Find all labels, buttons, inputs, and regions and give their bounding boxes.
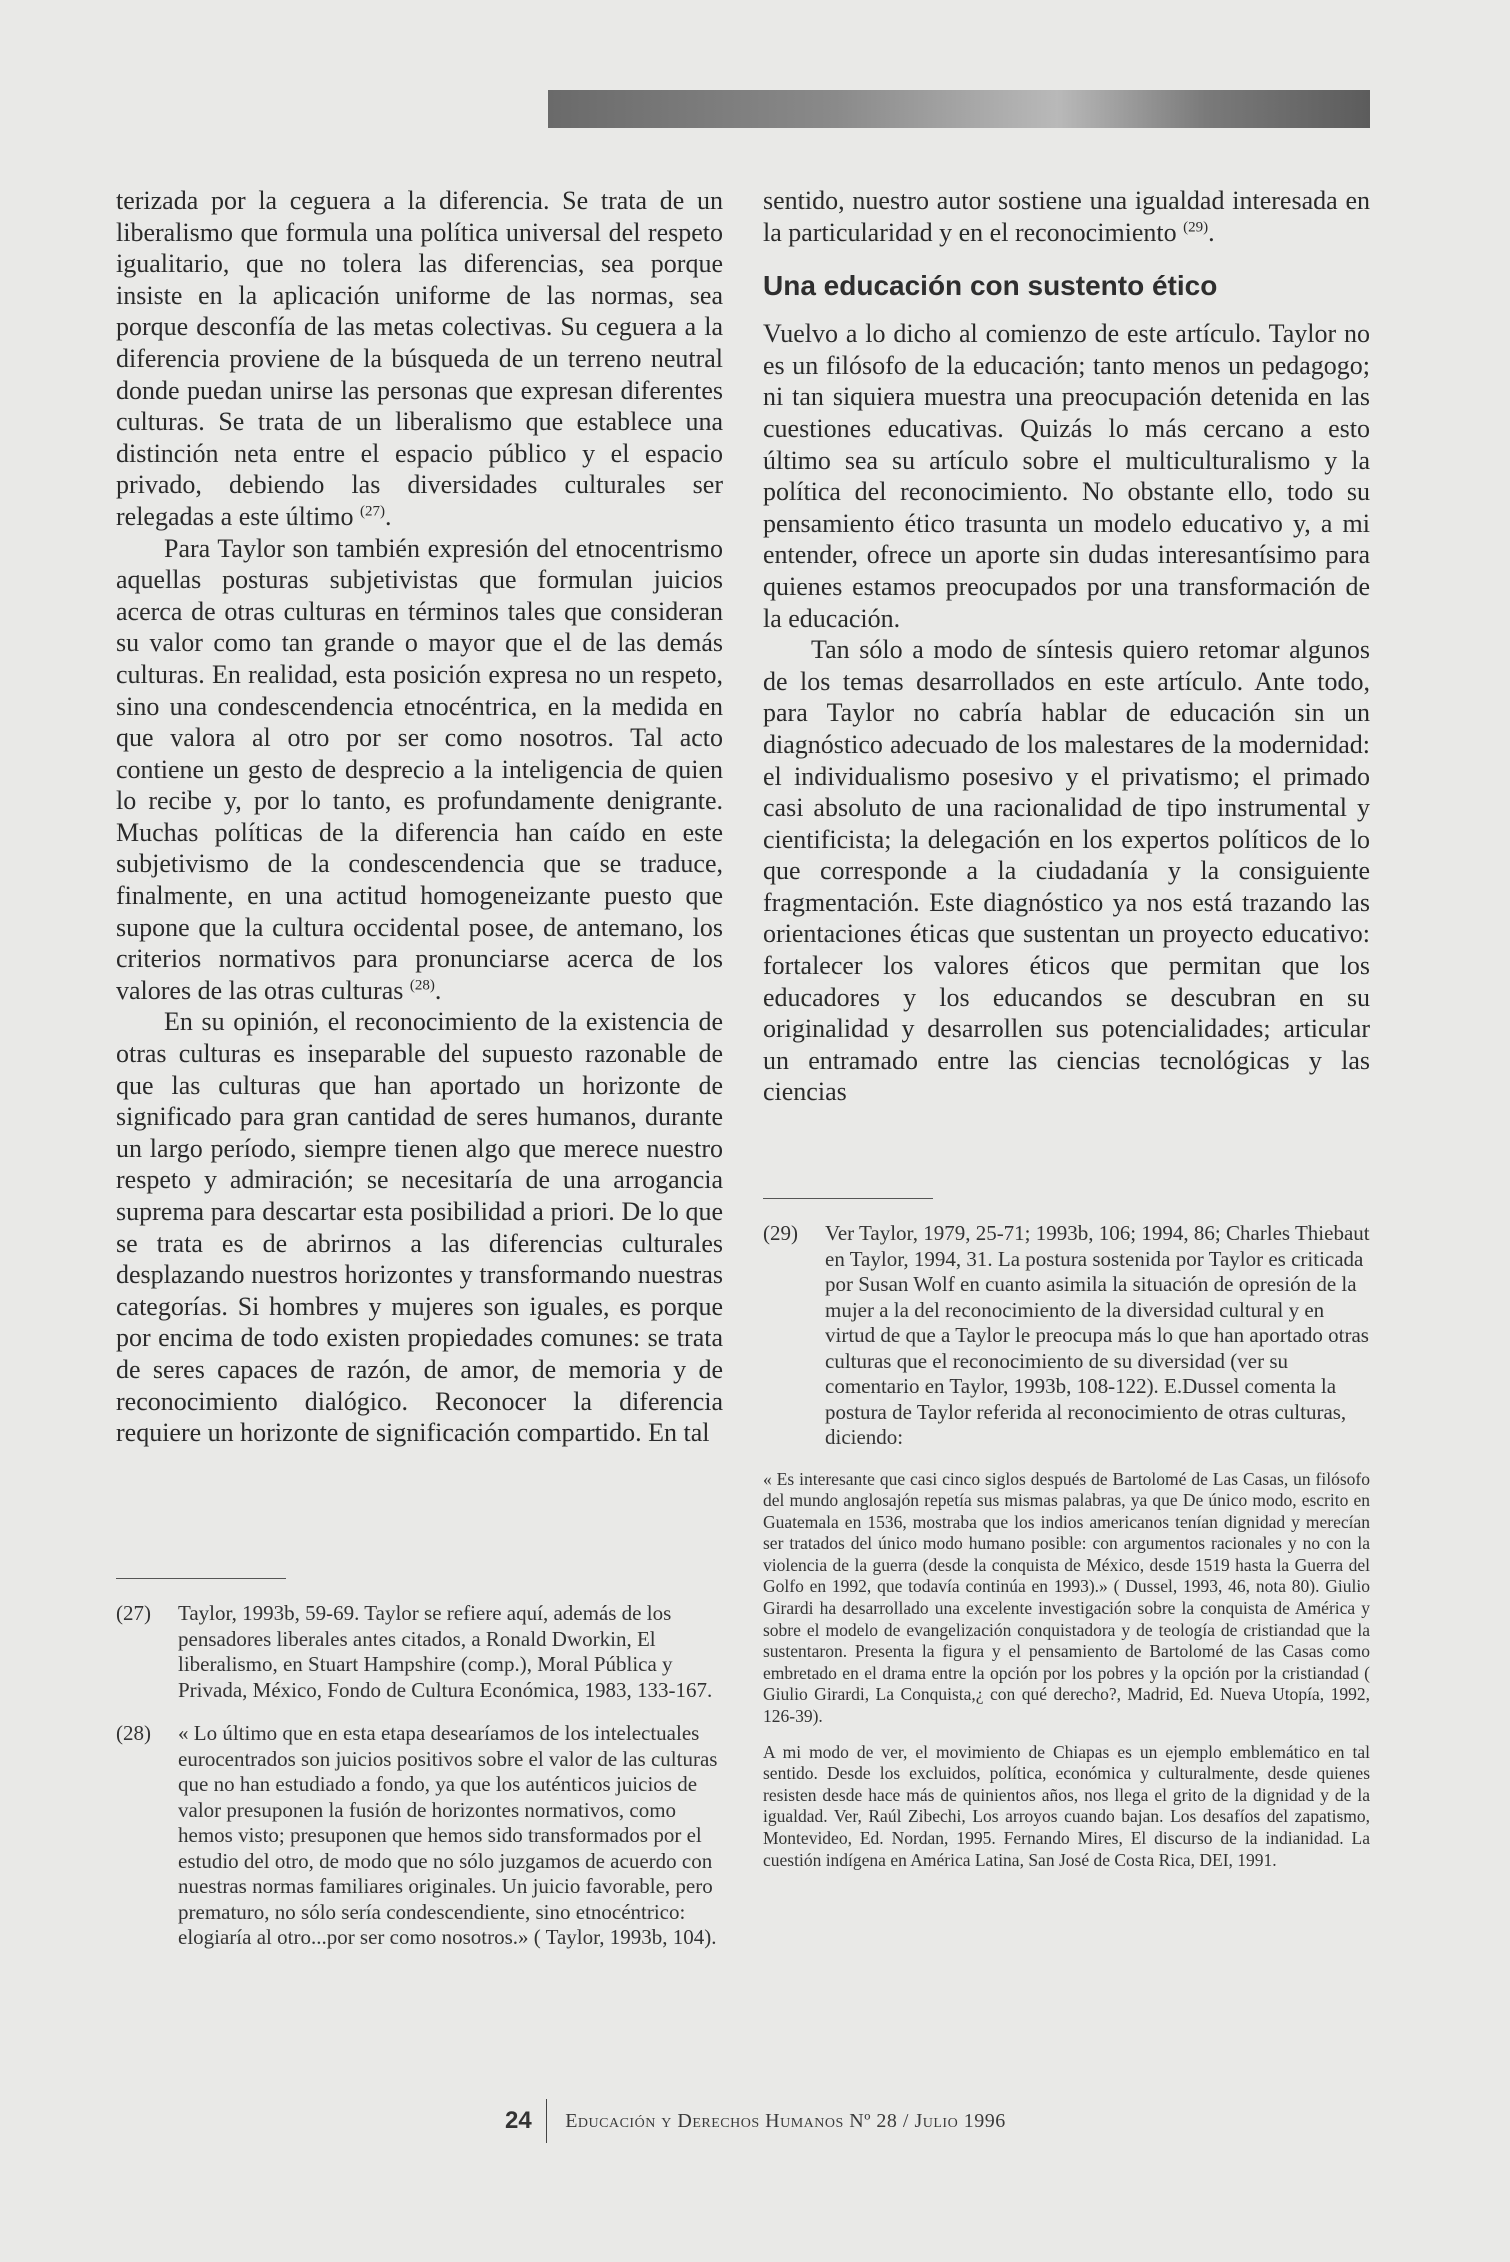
page-number: 24: [505, 2107, 532, 2134]
right-footnotes: [763, 1198, 1370, 1885]
quote-paragraph: « Es interesante que casi cinco siglos después de Bartolomé de Las Casas, un filósofo del mundo anglosajón repetía sus mismas palabras, ya que De único modo, escrito en Guatemala en 1536, mostraba que los indios americanos tenían dignidad y merecían ser tratados del único modo humano posible: con argumentos racionales y no con la violencia de la guerra (desde la conquista de México, desde 1519 hasta la Guerra del Golfo en 1992, que todavía continúa en 1993).» ( Dussel, 1993, 46, nota 80). Giulio Girardi ha desarrollado una excelente investigación sobre la conquista de América y sobre el modelo de evangelización conquistadora y de teología de cristiandad que la sustentaron. Presenta la figura y el pensamiento de Bartolomé de las Casas como embretado en el drama entre la opción por los pobres y la opción por la cristiandad ( Giulio Girardi, La Conquista,¿ con qué derecho?, Madrid, Ed. Nueva Utopía, 1992, 126-39).: [763, 1468, 1370, 1727]
footnote-rule: [116, 1578, 286, 1579]
footnote-29: [763, 1221, 1370, 1451]
right-column: [763, 185, 1370, 1108]
paragraph: Tan sólo a modo de síntesis quiero retomar algunos de los temas desarrollados en este artículo. Ante todo, para Taylor no cabría hablar de educación sin un diagnóstico adecuado de los malestares de la modernidad: el individualismo posesivo y el privatismo; el primado casi absoluto de una racionalidad de tipo instrumental y cientificista; la delegación en los expertos políticos de lo que corresponde a la ciudadanía y la consiguiente fragmentación. Este diagnóstico ya nos está trazando las orientaciones éticas que sustentan un proyecto educativo: fortalecer los valores éticos que permitan que los educadores y los educandos se descubran en su originalidad y desarrollen sus potencialidades; articular un entramado entre las ciencias tecnológicas y las ciencias: [763, 635, 1370, 1107]
paragraph: Vuelvo a lo dicho al comienzo de este artículo. Taylor no es un filósofo de la educación; tanto menos un pedagogo; ni tan siquiera muestra una preocupación detenida en las cuestiones educativas. Quizás lo más cercano a esto último sea su artículo sobre el multiculturalismo y la política del reconocimiento. No obstante ello, todo su pensamiento ético trasunta un modelo educativo y, a mi entender, ofrece un aporte sin dudas interesantísimo para quienes estamos preocupados por una transformación de la educación.: [763, 319, 1370, 633]
journal-issue: Nº 28 / Julio 1996: [849, 2109, 1006, 2132]
footnote-rule: [763, 1198, 933, 1199]
footnote-27: [116, 1601, 723, 1703]
paragraph: terizada por la ceguera a la diferencia. Se trata de un liberalismo que formula una política universal del respeto igualitario, que no tolera las diferencias, sea porque insiste en la aplicación uniforme de las normas, sea porque desconfía de las metas colectivas. Su ceguera a la diferencia proviene de la búsqueda de un terreno neutral donde puedan unirse las personas que expresan diferentes culturas. Se trata de un liberalismo que establece una distinción neta entre el espacio público y el espacio privado, debiendo las diversidades culturales ser relegadas a este último $^{(27)}$.: [116, 186, 723, 531]
footnote-number: (28): [116, 1721, 151, 1745]
footnote-number: (27): [116, 1601, 151, 1625]
footnote-text: Ver Taylor, 1979, 25-71; 1993b, 106; 1994, 86; Charles Thiebaut en Taylor, 1994, 31. La postura sostenida por Taylor es criticada por Susan Wolf en cuanto asimila la situación de opresión de la mujer a la del reconocimiento de la diversidad cultural y en virtud de que a Taylor le preocupa más lo que han aportado otras culturas que el reconocimiento de su diversidad (ver su comentario en Taylor, 1993b, 108-122). E.Dussel comenta la postura de Taylor referida al reconocimiento de otras culturas, diciendo:: [825, 1221, 1370, 1449]
left-column: [116, 185, 723, 1449]
left-footnotes: [116, 1578, 723, 1969]
footnote-number: (29): [763, 1221, 798, 1245]
journal-title: Educación y Derechos Humanos: [565, 2109, 844, 2132]
paragraph: En su opinión, el reconocimiento de la existencia de otras culturas es inseparable del supuesto razonable de que las culturas que han aportado un horizonte de significado para gran cantidad de seres humanos, durante un largo período, siempre tienen algo que merece nuestro respeto y admiración; se necesitaría de una arrogancia suprema para descartar esta posibilidad a priori. De lo que se trata es de abrirnos a las diferencias culturales desplazando nuestros horizontes y transformando nuestras categorías. Si hombres y mujeres son iguales, es porque por encima de todo existen propiedades comunes: se trata de seres capaces de razón, de amor, de memoria y de reconocimiento dialógico. Reconocer la diferencia requiere un horizonte de significación compartido. En tal: [116, 1007, 723, 1448]
paragraph: Para Taylor son también expresión del etnocentrismo aquellas posturas subjetivistas que formulan juicios acerca de otras culturas en términos tales que consideran su valor como tan grande o mayor que el de las demás culturas. En realidad, esta posición expresa no un respeto, sino una condescendencia etnocéntrica, en la medida en que valora al otro por ser como nosotros. Tal acto contiene un gesto de desprecio a la inteligencia de quien lo recibe y, por lo tanto, es profundamente denigrante. Muchas políticas de la diferencia han caído en este subjetivismo de la condescendencia que se traduce, finalmente, en una actitud homogeneizante puesto que supone que la cultura occidental posee, de antemano, los criterios normativos para pronunciarse acerca de los valores de las otras culturas $^{(28)}$.: [116, 533, 723, 1005]
paragraph: sentido, nuestro autor sostiene una igualdad interesada en la particularidad y en el reconocimiento $^{(29)}$.: [763, 186, 1370, 247]
footer-journal: [547, 2110, 1006, 2133]
footnote-text: Taylor, 1993b, 59-69. Taylor se refiere aquí, además de los pensadores liberales antes citados, a Ronald Dworkin, El liberalismo, en Stuart Hampshire (comp.), Moral Pública y Privada, México, Fondo de Cultura Económica, 1983, 133-167.: [178, 1601, 713, 1702]
page-footer: [505, 2098, 1006, 2144]
footnote-text: « Lo último que en esta etapa desearíamos de los intelectuales eurocentrados son juicios positivos sobre el valor de las culturas que no han estudiado a fondo, ya que los auténticos juicios de valor presuponen la fusión de horizontes normativos, como hemos visto; presuponen que hemos sido transformados por el estudio del otro, de modo que no sólo juzgamos de acuerdo con nuestras normas familiares originales. Un juicio favorable, pero prematuro, no sólo sería condescendiente, sino etnocéntrico: elogiaría al otro...por ser como nosotros.» ( Taylor, 1993b, 104).: [178, 1721, 718, 1949]
section-heading: Una educación con sustento ético: [763, 270, 1218, 302]
note-ref: (28): [409, 977, 435, 994]
footnote-quote-block: [763, 1469, 1370, 1872]
header-texture-strip: [548, 90, 1370, 128]
footnote-28: [116, 1721, 723, 1951]
note-ref: (29): [1183, 218, 1209, 235]
note-ref: (27): [360, 503, 386, 520]
quote-paragraph: A mi modo de ver, el movimiento de Chiapas es un ejemplo emblemático en tal sentido. Desde los excluidos, política, económica y culturalmente, desde quienes resisten desde hace más de quinientos años, nos llega el grito de la dignidad y de la igualdad. Ver, Raúl Zibechi, Los arroyos cuando bajan. Los desafíos del zapatismo, Montevideo, Ed. Nordan, 1995. Fernando Mires, El discurso de la indianidad. La cuestión indígena en América Latina, San José de Costa Rica, DEI, 1991.: [763, 1741, 1370, 1870]
